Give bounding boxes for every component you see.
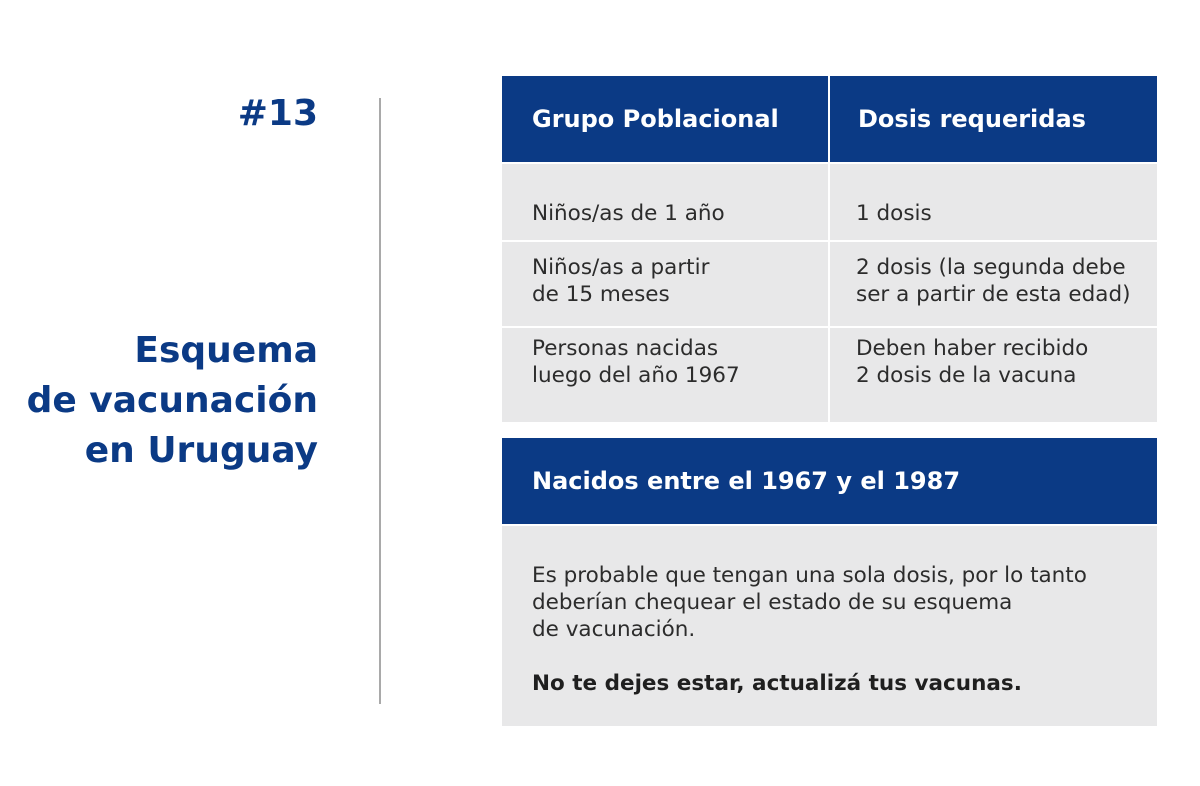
cell-line: ser a partir de esta edad)	[856, 282, 1131, 307]
page-title-line: Esquema	[134, 330, 318, 371]
cell-line: Niños/as a partir	[532, 255, 710, 280]
cell-line: Niños/as de 1 año	[532, 201, 725, 226]
cell-line: Deben haber recibido	[856, 336, 1089, 361]
page-title-line: de vacunación	[26, 380, 318, 421]
info-body	[502, 526, 1157, 726]
info-body-line: Es probable que tengan una sola dosis, por lo tanto	[532, 563, 1087, 588]
section-number: #13	[237, 93, 318, 134]
call-to-action: No te dejes estar, actualizá tus vacunas.	[532, 671, 1022, 696]
info-body-line: deberían chequear el estado de su esquema	[532, 590, 1013, 615]
cell-line: luego del año 1967	[532, 363, 740, 388]
column-header-doses: Dosis requeridas	[830, 76, 1157, 162]
info-body-line: de vacunación.	[532, 617, 696, 642]
cell-line: de 15 meses	[532, 282, 670, 307]
cell-line: 2 dosis (la segunda debe	[856, 255, 1126, 280]
table-cell-group	[502, 242, 828, 326]
table-cell-group	[502, 328, 828, 422]
column-header-group: Grupo Poblacional	[502, 76, 828, 162]
vaccination-table	[502, 76, 1157, 422]
table-cell-doses	[830, 242, 1157, 326]
table-cell-doses	[830, 164, 1157, 240]
vertical-divider	[379, 98, 381, 704]
table-cell-doses	[830, 328, 1157, 422]
cell-line: 2 dosis de la vacuna	[856, 363, 1077, 388]
table-cell-group	[502, 164, 828, 240]
cell-line: Personas nacidas	[532, 336, 719, 361]
info-heading: Nacidos entre el 1967 y el 1987	[502, 438, 1157, 524]
page-title-line: en Uruguay	[84, 430, 318, 471]
cell-line: 1 dosis	[856, 201, 932, 226]
page-title	[27, 326, 318, 476]
